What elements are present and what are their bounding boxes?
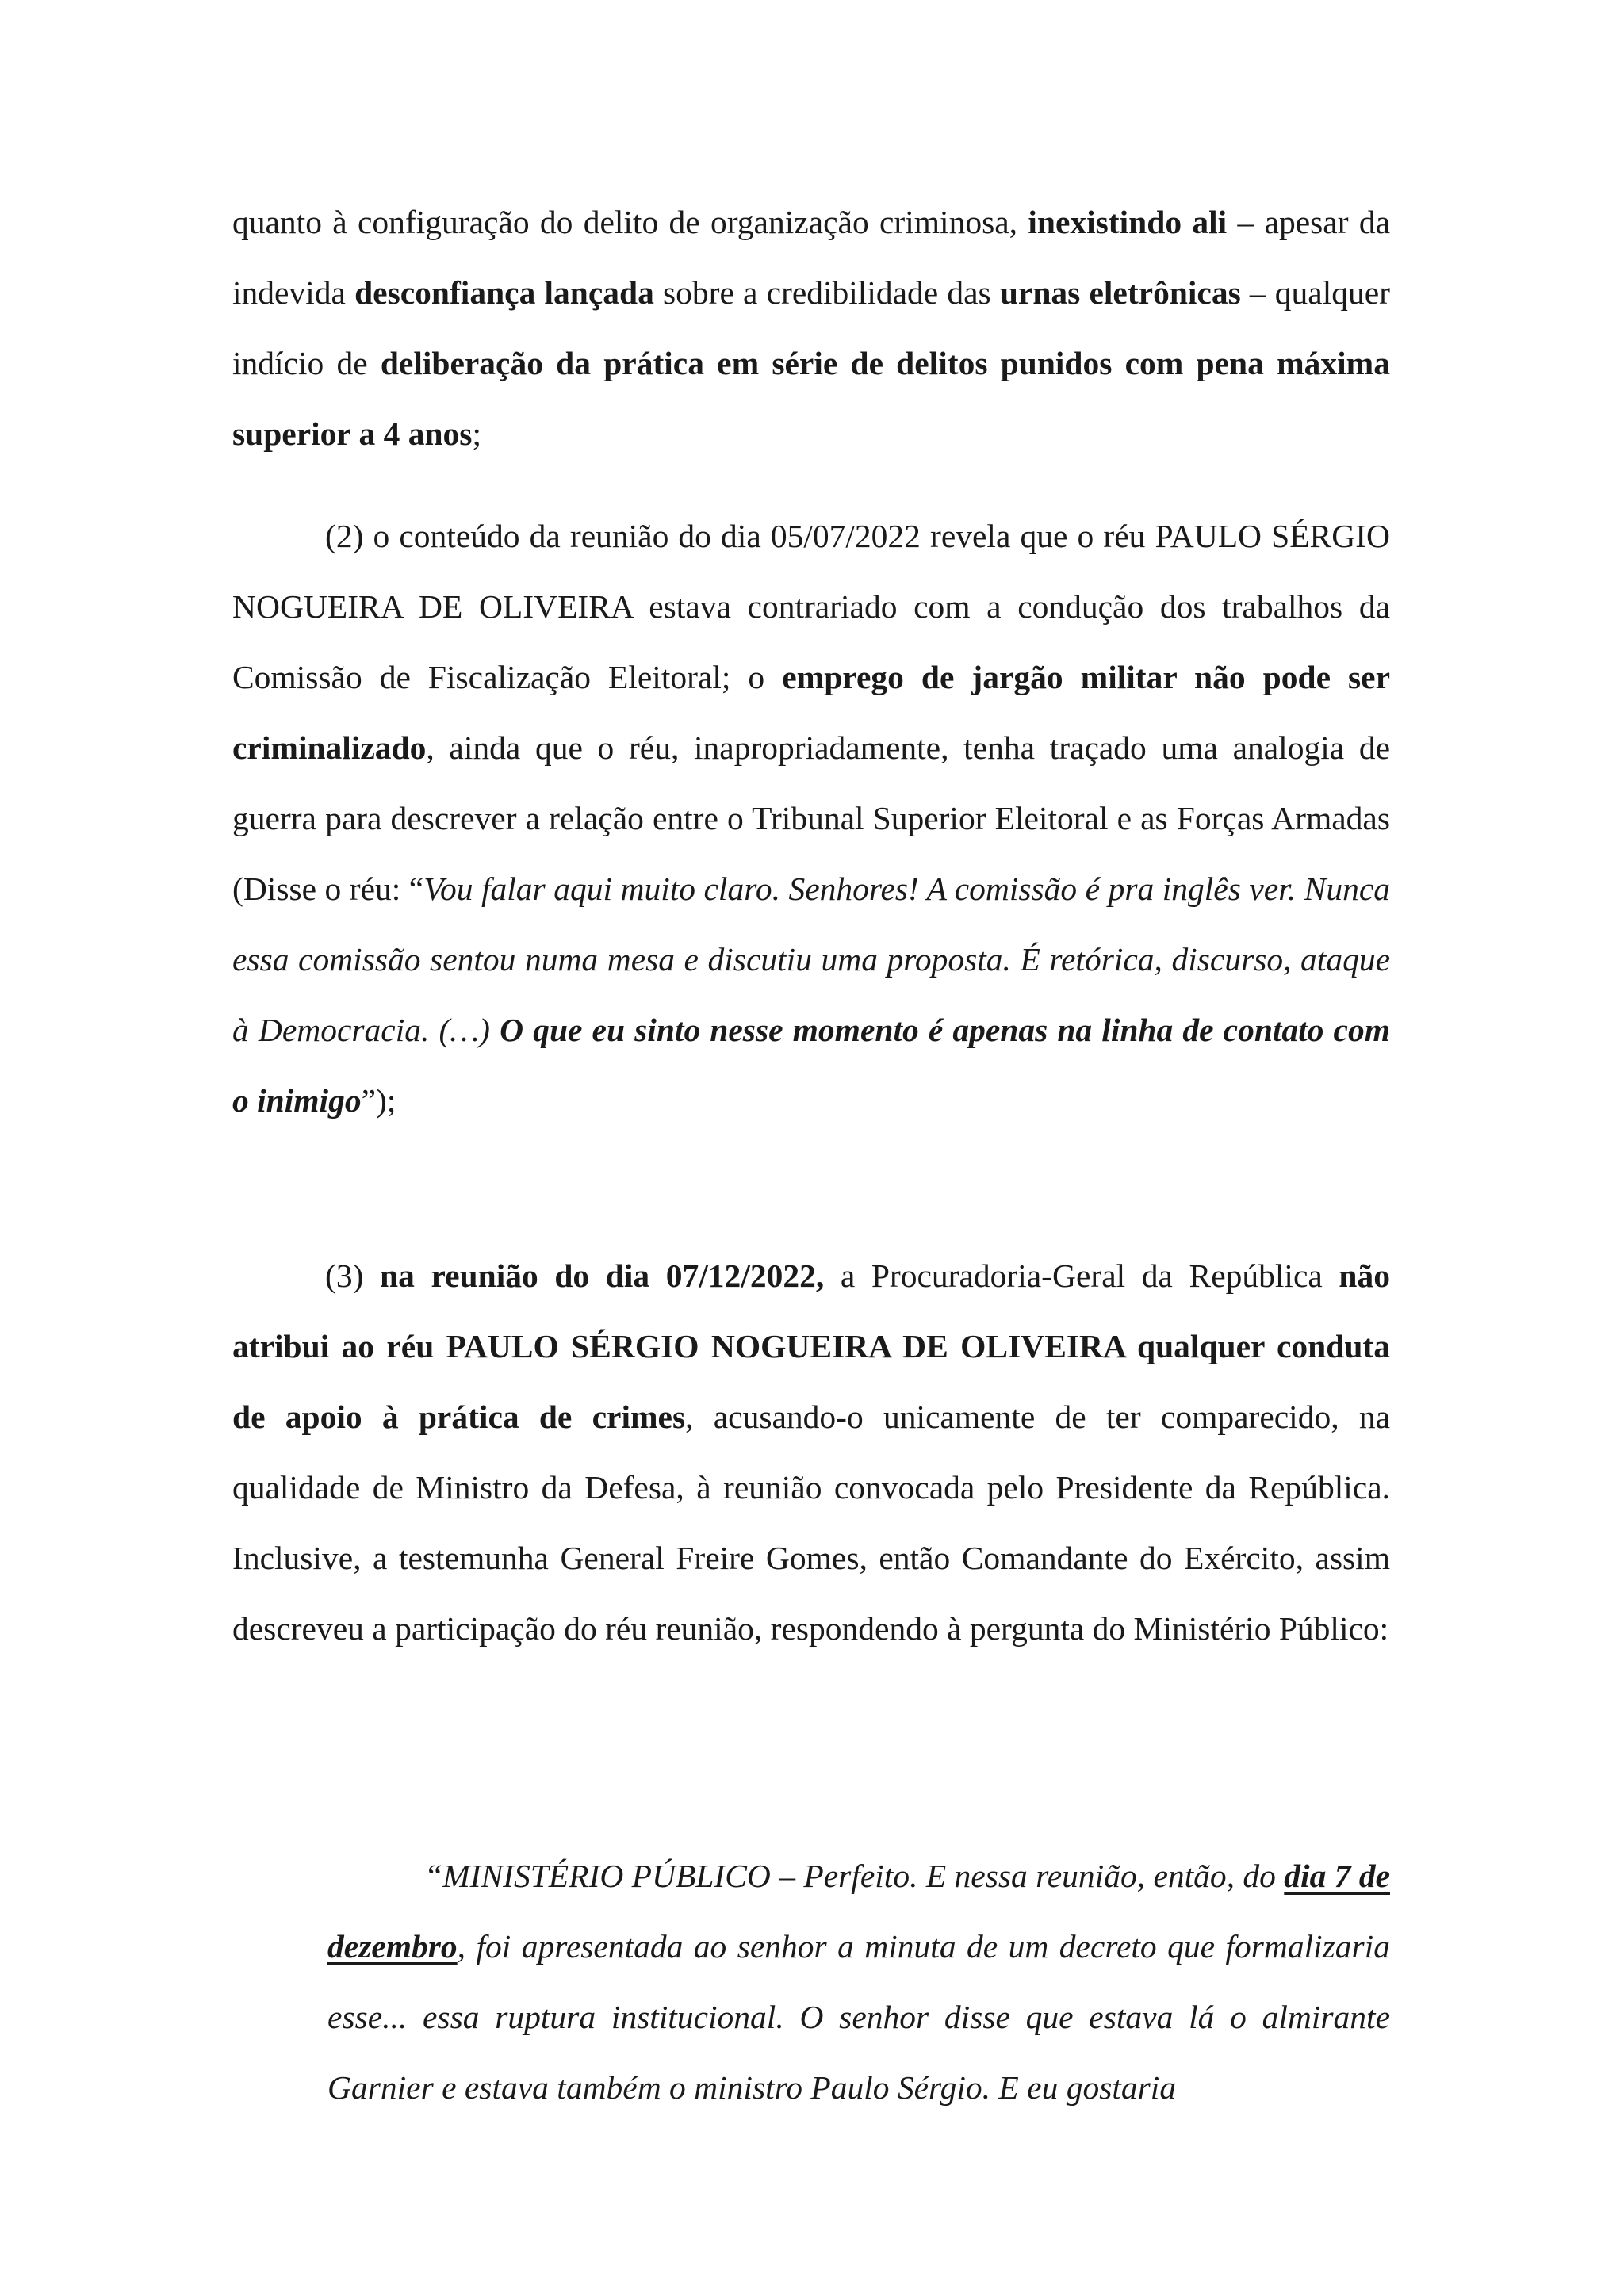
paragraph-1-bold: inexistindo ali [1028,204,1228,240]
paragraph-3-text: , acusando-o unicamente de ter comparecido, na qualidade de Ministro da Defesa, à reunião convocada pelo Presidente da República. Inclusive, a testemunha General Freire Gomes, então Comandante do Exército, assim descreveu a participação do réu reunião, respondendo à pergunta do Ministério Público: [232,1399,1391,1647]
block-quote [327,1841,1390,2123]
paragraph-1 [232,187,1390,469]
paragraph-1-text: sobre a credibilidade das [653,274,1000,311]
paragraph-2-italic-quote: Vou falar aqui muito claro. Senhores! A comissão é pra inglês ver. Nunca essa comissão sentou numa mesa e discutiu uma proposta. É retórica, discurso, ataque à Democracia. (…) [232,871,1390,1048]
quote-text: , foi apresentada ao senhor a minuta de um decreto que formalizaria esse... essa ruptura institucional. O senhor disse que estava lá o almirante Garnier e estava também o ministro Paulo Sérgio. E eu gostaria [327,1928,1390,2106]
paragraph-3-bold: na reunião do dia 07/12/2022, [380,1257,825,1294]
paragraph-2-bold-italic-quote: O que eu sinto nesse momento é apenas na linha de contato com o inimigo [232,1012,1391,1119]
paragraph-2-text: (2) o conteúdo da reunião do dia 05/07/2022 revela que o réu PAULO SÉRGIO NOGUEIRA DE OLIVEIRA estava contrariado com a condução dos trabalhos da Comissão de Fiscalização Eleitoral; o [232,518,1390,695]
paragraph-1-bold: deliberação da prática em série de delitos punidos com pena máxima superior a 4 anos [232,345,1390,452]
paragraph-2 [232,501,1390,1136]
paragraph-1-bold: urnas eletrônicas [999,274,1241,311]
paragraph-2-text: , ainda que o réu, inapropriadamente, tenha traçado uma analogia de guerra para descrever a relação entre o Tribunal Superior Eleitoral e as Forças Armadas (Disse o réu: “ [232,729,1390,907]
paragraph-3 [232,1241,1390,1664]
paragraph-1-text: – qualquer indício de [232,274,1390,381]
paragraph-1-text: – apesar da indevida [232,204,1391,311]
paragraph-1-text: ; [472,415,481,452]
paragraph-1-bold: desconfiança lançada [354,274,654,311]
paragraph-2-text: ”); [361,1082,396,1119]
paragraph-3-text: a Procuradoria-Geral da República [824,1257,1339,1294]
quote-bold-underlined: dia 7 de dezembro [327,1858,1390,1965]
paragraph-2-bold: emprego de jargão militar não pode ser criminalizado [232,659,1390,766]
paragraph-3-text: (3) [325,1257,381,1294]
paragraph-3-bold: não atribui ao réu PAULO SÉRGIO NOGUEIRA DE OLIVEIRA qualquer conduta de apoio à prática de crimes [232,1257,1390,1435]
paragraph-1-text: quanto à configuração do delito de organização criminosa, [232,204,1028,240]
quote-text: “MINISTÉRIO PÚBLICO – Perfeito. E nessa reunião, então, do [424,1858,1285,1894]
